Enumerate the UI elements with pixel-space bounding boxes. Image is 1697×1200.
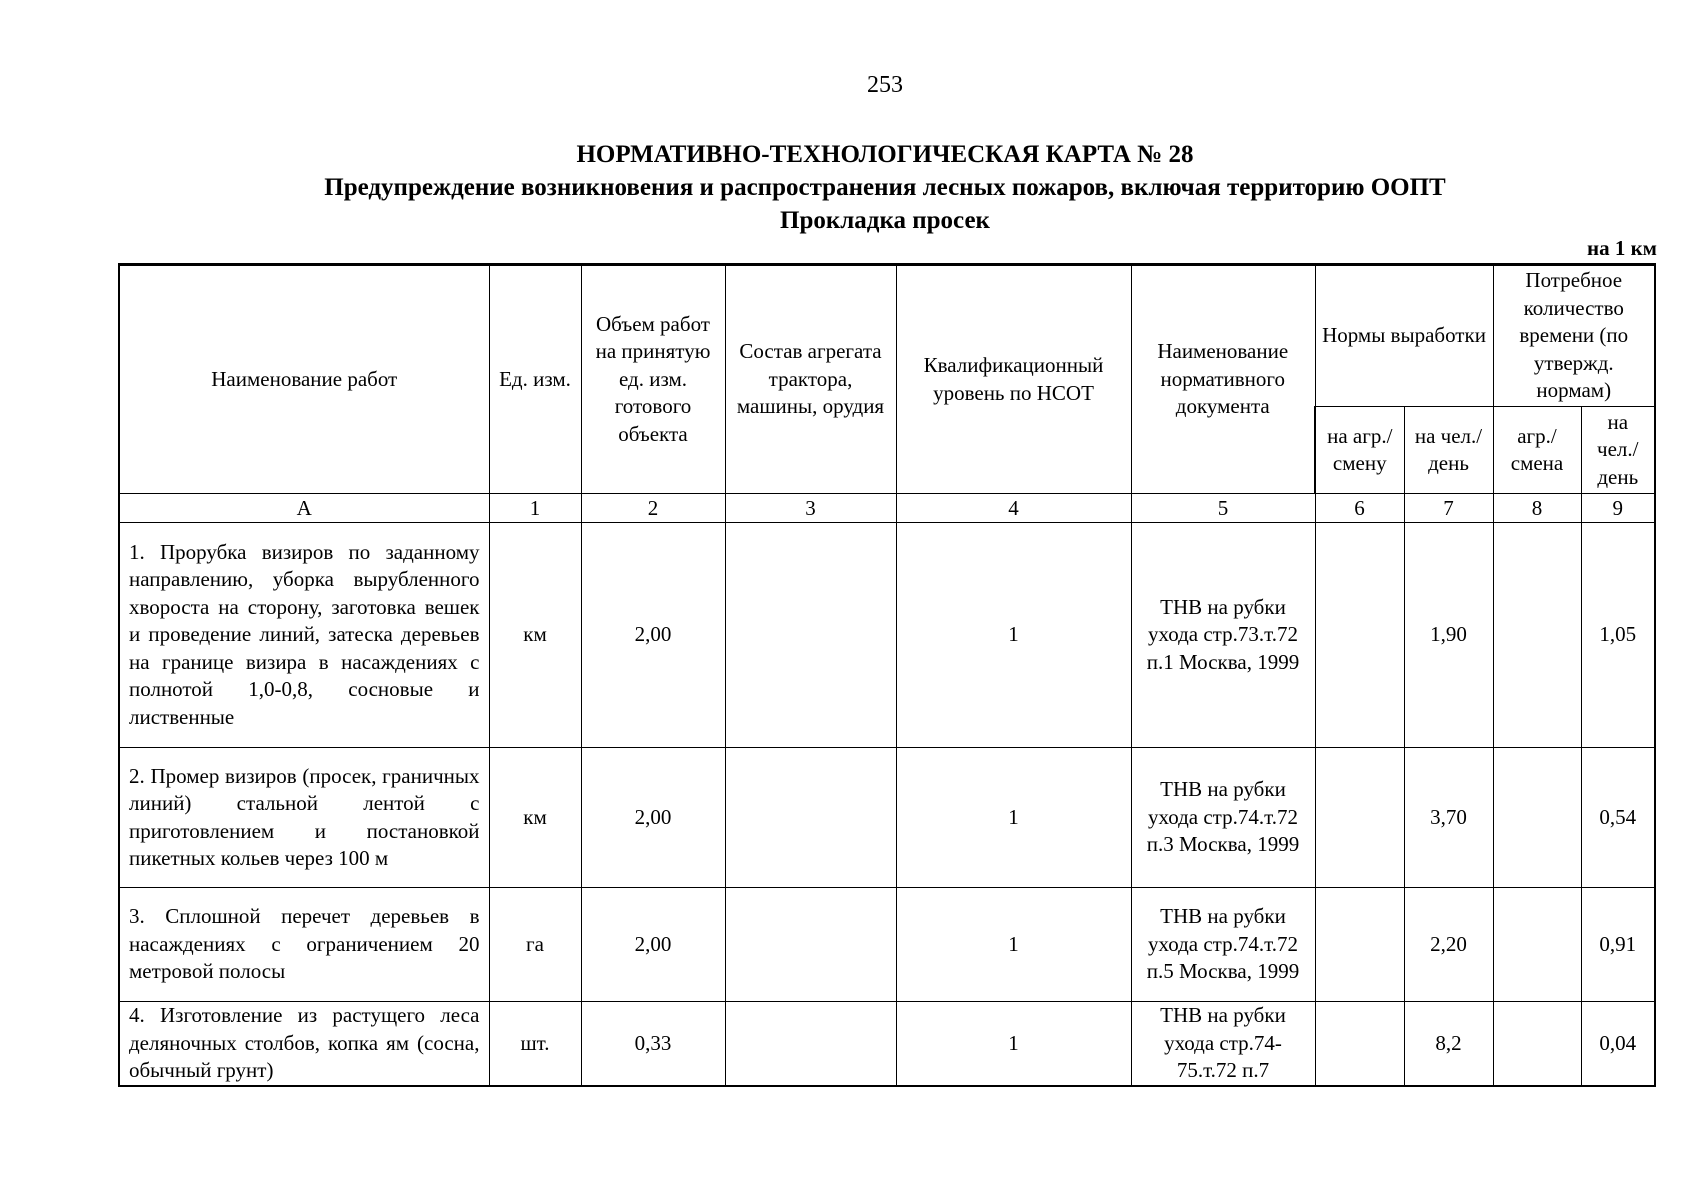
column-number: 4 [896,494,1131,523]
header-norm-person: на чел./ день [1404,407,1493,494]
column-number: 8 [1493,494,1581,523]
table-row [119,748,1655,888]
time-agr-cell [1493,888,1581,1002]
column-number: 6 [1315,494,1404,523]
volume-cell: 2,00 [581,523,725,748]
work-name-cell: 3. Сплошной перечет деревьев в насаждениях с ограничением 20 метровой полосы [119,888,489,1002]
qualification-cell: 1 [896,523,1131,748]
time-person-cell: 0,04 [1581,1002,1655,1086]
qualification-cell: 1 [896,888,1131,1002]
norm-agr-cell [1315,748,1404,888]
norm-table [118,263,1656,1087]
table-row [119,888,1655,1002]
norm-person-cell: 2,20 [1404,888,1493,1002]
header-norms: Нормы выработки [1315,265,1493,407]
document-section-title: Прокладка просек [780,207,990,234]
norm-agr-cell [1315,1002,1404,1086]
column-number: 7 [1404,494,1493,523]
header-time: Потребное количество времени (по утвержд. нормам) [1493,265,1655,407]
time-agr-cell [1493,748,1581,888]
document-cell: ТНВ на рубки ухода стр.74.т.72 п.5 Москва, 1999 [1131,888,1315,1002]
volume-cell: 2,00 [581,888,725,1002]
header-unit: Ед. изм. [489,265,581,494]
norm-agr-cell [1315,888,1404,1002]
time-person-cell: 0,91 [1581,888,1655,1002]
time-agr-cell [1493,1002,1581,1086]
header-composition: Состав агрегата трактора, машины, орудия [725,265,896,494]
column-number: 3 [725,494,896,523]
header-norm-agr: на агр./ смену [1315,407,1404,494]
table-row [119,1002,1655,1086]
time-person-cell: 0,54 [1581,748,1655,888]
column-number: 1 [489,494,581,523]
document-title: НОРМАТИВНО-ТЕХНОЛОГИЧЕСКАЯ КАРТА № 28 [576,141,1194,168]
work-name-cell: 1. Прорубка визиров по заданному направлению, уборка вырубленного хвороста на сторону, заготовка вешек и проведение линий, затеска деревьев на границе визира в насаждениях с полнотой 1,0-0,8, сосновые и лиственные [119,523,489,748]
work-name-cell: 4. Изготовление из растущего леса деляночных столбов, копка ям (сосна, обычный грунт) [119,1002,489,1086]
unit-cell: км [489,748,581,888]
document-cell: ТНВ на рубки ухода стр.73.т.72 п.1 Москва, 1999 [1131,523,1315,748]
qualification-cell: 1 [896,748,1131,888]
column-number: А [119,494,489,523]
work-name-cell: 2. Промер визиров (просек, граничных линий) стальной лентой с приготовлением и постановкой пикетных кольев через 100 м [119,748,489,888]
column-number: 5 [1131,494,1315,523]
norm-agr-cell [1315,523,1404,748]
header-qualification: Квалификационный уровень по НСОТ [896,265,1131,494]
document-subtitle: Предупреждение возникновения и распространения лесных пожаров, включая территорию ООПТ [324,174,1446,201]
header-time-agr: агр./ смена [1493,407,1581,494]
norm-person-cell: 3,70 [1404,748,1493,888]
unit-cell: шт. [489,1002,581,1086]
time-person-cell: 1,05 [1581,523,1655,748]
qualification-cell: 1 [896,1002,1131,1086]
composition-cell [725,748,896,888]
norm-person-cell: 1,90 [1404,523,1493,748]
volume-cell: 0,33 [581,1002,725,1086]
composition-cell [725,523,896,748]
column-number: 9 [1581,494,1655,523]
composition-cell [725,1002,896,1086]
unit-note: на 1 км [1586,236,1657,260]
column-number: 2 [581,494,725,523]
unit-cell: км [489,523,581,748]
title-block [0,138,1697,237]
page-number: 253 [867,72,903,98]
table-row [119,523,1655,748]
header-document: Наименование нормативного документа [1131,265,1315,494]
document-cell: ТНВ на рубки ухода стр.74.т.72 п.3 Москва, 1999 [1131,748,1315,888]
unit-cell: га [489,888,581,1002]
composition-cell [725,888,896,1002]
header-volume: Объем работ на принятую ед. изм. готового объекта [581,265,725,494]
header-row-main [119,265,1655,407]
time-agr-cell [1493,523,1581,748]
norm-person-cell: 8,2 [1404,1002,1493,1086]
volume-cell: 2,00 [581,748,725,888]
column-number-row [119,494,1655,523]
document-cell: ТНВ на рубки ухода стр.74-75.т.72 п.7 [1131,1002,1315,1086]
header-time-person: на чел./ день [1581,407,1655,494]
header-name: Наименование работ [119,265,489,494]
